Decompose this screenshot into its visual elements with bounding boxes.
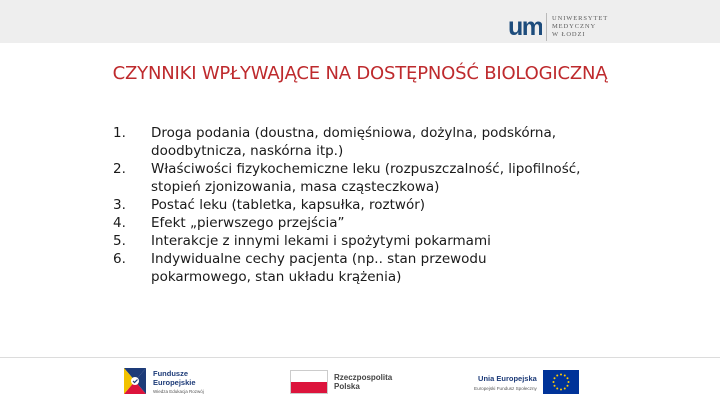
list-item [113,214,683,232]
polish-flag-icon [290,370,328,394]
factor-list [113,124,683,286]
rp-name-line: Rzeczpospolita [334,372,393,382]
item-text [151,250,683,286]
item-text [151,196,683,214]
item-number: 1. [113,125,126,141]
list-item [113,160,683,196]
item-text [151,160,683,196]
item-text-line: stopień zjonizowania, masa cząsteczkowa) [151,179,440,195]
eu-star-icon [553,377,555,379]
rp-name-line: Polska [334,382,360,391]
unia-europejska-text [474,374,537,391]
eu-star-icon [553,385,555,387]
funding-footer [0,362,720,402]
svg-text:um: um [508,14,542,40]
item-text-line: pokarmowego, stan układu krążenia) [151,269,402,285]
item-number: 6. [113,251,126,267]
university-name [552,15,608,39]
eu-star-icon [567,381,569,383]
eu-star-icon [564,388,566,390]
rzeczpospolita-text [334,373,392,392]
slide-title: CZYNNIKI WPŁYWAJĄCE NA DOSTĘPNOŚĆ BIOLOGICZNĄ [112,63,608,84]
eu-flag-icon [543,370,579,394]
list-item [113,250,683,286]
item-text-line: Interakcje z innymi lekami i spożytymi pokarmami [151,233,491,249]
eu-star-icon [552,381,554,383]
item-text-line: Indywidualne cechy pacjenta (np.. stan przewodu [151,251,487,267]
eu-star-icon [566,377,568,379]
university-name-line: W ŁODZI [552,31,586,38]
footer-divider [0,357,720,358]
item-number: 3. [113,197,126,213]
item-text-line: Postać leku (tabletka, kapsułka, roztwór) [151,197,426,213]
item-text-line: Efekt „pierwszego przejścia” [151,215,345,231]
fundusze-name-line: Europejskie [153,377,196,387]
header-band [0,0,720,43]
item-text [151,214,683,232]
item-number: 4. [113,215,126,231]
eu-star-icon [560,389,562,391]
list-item [113,124,683,160]
eu-star-icon [566,385,568,387]
logo-divider [546,13,547,41]
item-text-line: doodbytnicza, naskórna itp.) [151,143,344,159]
item-number: 5. [113,233,126,249]
eu-star-icon [560,374,562,376]
item-text [151,124,683,160]
um-logo-icon [508,14,542,40]
eu-star-icon [556,388,558,390]
university-name-line: UNIWERSYTET [552,15,609,22]
eu-star-icon [564,375,566,377]
fundusze-europejskie-text [153,369,204,394]
unia-europejska-logo [474,370,579,394]
item-text-line: Droga podania (doustna, domięśniowa, dożylna, podskórna, [151,125,557,141]
rzeczpospolita-polska-logo [290,370,392,394]
list-item [113,232,683,250]
fundusze-europejskie-logo [122,366,204,396]
item-text [151,232,683,250]
university-name-line: MEDYCZNY [552,23,597,30]
item-number: 2. [113,161,126,177]
eu-star-icon [556,375,558,377]
university-logo [508,12,608,42]
ue-name: Unia Europejska [478,373,537,383]
fundusze-name-line: Fundusze [153,368,188,378]
fundusze-program: Wiedza Edukacja Rozwój [153,388,204,394]
list-item [113,196,683,214]
item-text-line: Właściwości fizykochemiczne leku (rozpuszczalność, lipofilność, [151,161,581,177]
ue-fund: Europejski Fundusz Społeczny [474,385,537,391]
fundusze-europejskie-logo-icon [122,366,148,396]
